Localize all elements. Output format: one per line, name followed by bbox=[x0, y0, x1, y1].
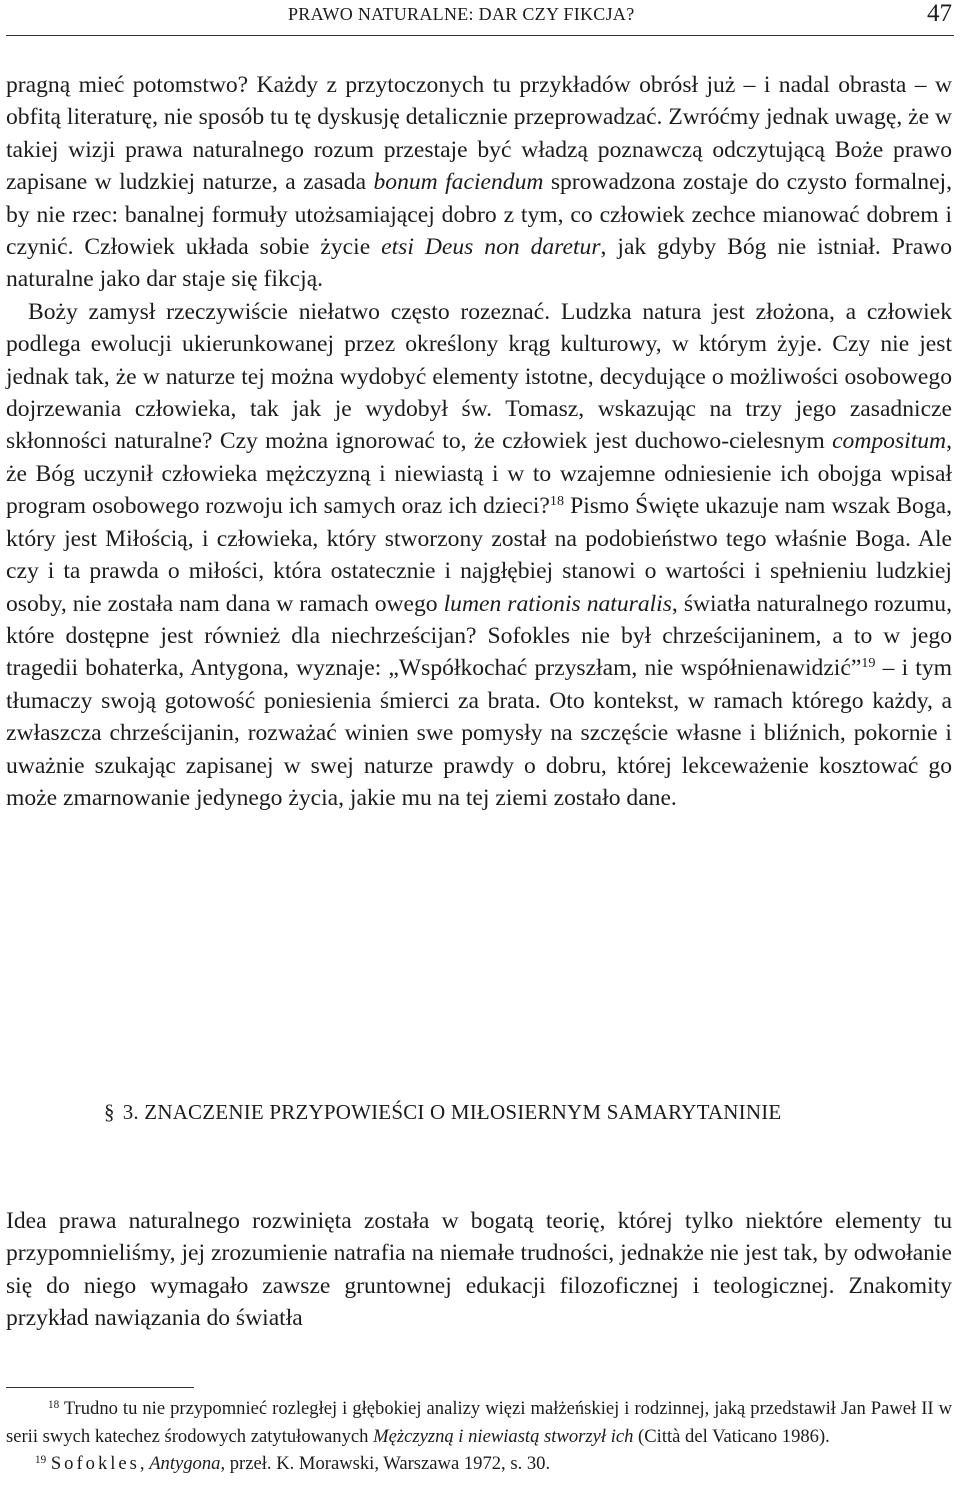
header-rule bbox=[6, 35, 954, 36]
footnote-18 bbox=[6, 1395, 952, 1450]
text-run: , przeł. K. Morawski, Warszawa 1972, s. 30. bbox=[220, 1453, 551, 1474]
body-text-top bbox=[6, 69, 952, 814]
text-run: Trudno tu nie przypomnieć rozległej i głębokiej analizy więzi małżeńskiej i rodzinnej, jaką przedstawił Jan Paweł II w serii swych katechez środowych zatytułowanych bbox=[6, 1398, 953, 1447]
italic-term: etsi Deus non daretur bbox=[381, 234, 601, 261]
text-run: , bbox=[139, 1453, 150, 1474]
italic-term: compositum bbox=[832, 428, 947, 455]
section-title: 3. ZNACZENIE PRZYPOWIEŚCI O MIŁOSIERNYM SAMARYTANINIE bbox=[122, 1100, 782, 1124]
footnote-number: 18 bbox=[48, 1398, 60, 1411]
page-number: 47 bbox=[927, 0, 952, 27]
section-heading bbox=[104, 1100, 781, 1125]
footnote-number: 19 bbox=[35, 1453, 47, 1466]
text-run: sprowadzona zostaje do czysto formalnej, by nie rzec: banalnej formuły utożsamiającej dobro z tym, co człowiek zechce mianować dobrem i czynić. Człowiek układa sobie życie bbox=[6, 169, 952, 261]
text-run: (Città del Vaticano 1986). bbox=[633, 1425, 830, 1447]
page-header bbox=[0, 0, 960, 36]
body-text-bottom bbox=[6, 1205, 952, 1335]
paragraph-2 bbox=[6, 296, 952, 815]
text-run: Boży zamysł rzeczywiście niełatwo często rozeznać. Ludzka natura jest złożona, a człowiek podlega ewolucji ukierunkowanej przez określony krąg kulturowy, w którym żyje. Czy nie jest jednak tak, że w naturze tej można wydobyć elementy istotne, decydujące o możliwości osobowego dojrzewania człowieka, tak jak je wydobył św. Tomasz, wskazując na trzy jego zasadnicze skłonności naturalne? Czy można ignorować to, że człowiek jest duchowo-cielesnym bbox=[6, 298, 952, 455]
italic-term: Mężczyzną i niewiastą stworzył ich bbox=[373, 1425, 634, 1447]
paragraph-3: Idea prawa naturalnego rozwinięta została w bogatą teorię, której tylko niektóre elementy tu przypomnieliśmy, jej zrozumienie natrafia na niemałe trudności, jednakże nie jest tak, by odwołanie się do niego wymagało zawsze gruntownej edukacji filozoficznej i teologicznej. Znakomity przykład nawiązania do światła bbox=[6, 1208, 952, 1332]
author-name: Sofokles bbox=[50, 1453, 140, 1474]
text-run: , światła naturalnego rozumu, które dostępne jest również dla niechrześcijan? Sofokles nie był chrześcijaninem, a to w jego tragedii bohaterka, Antygona, wyznaje: „Współkochać przyszłam, nie współnienawidzić” bbox=[6, 590, 952, 682]
text-run: – i tym tłumaczy swoją gotowość poniesienia śmierci za brata. Oto kontekst, w ramach którego każdy, a zwłaszcza chrześcijanin, rozważać winien swe pomysły na szczęście własne i bliźnich, pokornie i uważnie szukając zapisanej w swej naturze prawdy o dobru, której lekceważenie kosztować go może zmarnowanie jedynego życia, jakie mu na tej ziemi zostało dane. bbox=[6, 655, 952, 811]
text-run: , że Bóg uczynił człowieka mężczyzną i niewiastą i w to wzajemne odniesienie ich obojga wpisał program osobowego rozwoju ich samych oraz ich dzieci? bbox=[6, 428, 952, 520]
footnotes bbox=[6, 1395, 952, 1478]
text-run: pragną mieć potomstwo? Każdy z przytoczonych tu przykładów obrósł już – i nadal obrasta – w obfitą literaturę, nie sposób tu tę dyskusję detalicznie przeprowadzać. Zwróćmy jednak uwagę, że w takiej wizji prawa naturalnego rozum przestaje być władzą poznawczą odczytującą Boże prawo zapisane w ludzkiej naturze, a zasada bbox=[6, 72, 953, 196]
footnote-rule bbox=[6, 1387, 194, 1388]
italic-term: Antygona bbox=[149, 1453, 221, 1474]
footnote-19 bbox=[6, 1450, 952, 1478]
running-title: PRAWO NATURALNE: DAR CZY FIKCJA? bbox=[288, 4, 635, 24]
italic-term: bonum faciendum bbox=[373, 169, 544, 196]
footnote-ref-18[interactable]: 18 bbox=[549, 493, 565, 510]
footnote-ref-19[interactable]: 19 bbox=[861, 655, 876, 672]
italic-term: lumen rationis naturalis bbox=[443, 590, 672, 617]
section-sign: § bbox=[104, 1100, 115, 1124]
paragraph-1 bbox=[6, 69, 952, 296]
text-run: , jak gdyby Bóg nie istniał. Prawo naturalne jako dar staje się fikcją. bbox=[6, 234, 952, 293]
text-run: Pismo Święte ukazuje nam wszak Boga, który jest Miłością, i człowieka, który stworzony został na podobieństwo tego właśnie Boga. Ale czy i ta prawda o miłości, która ostatecznie i najgłębiej stanowi o wartości i spełnieniu ludzkiej osoby, nie została nam dana w ramach owego bbox=[6, 493, 952, 617]
